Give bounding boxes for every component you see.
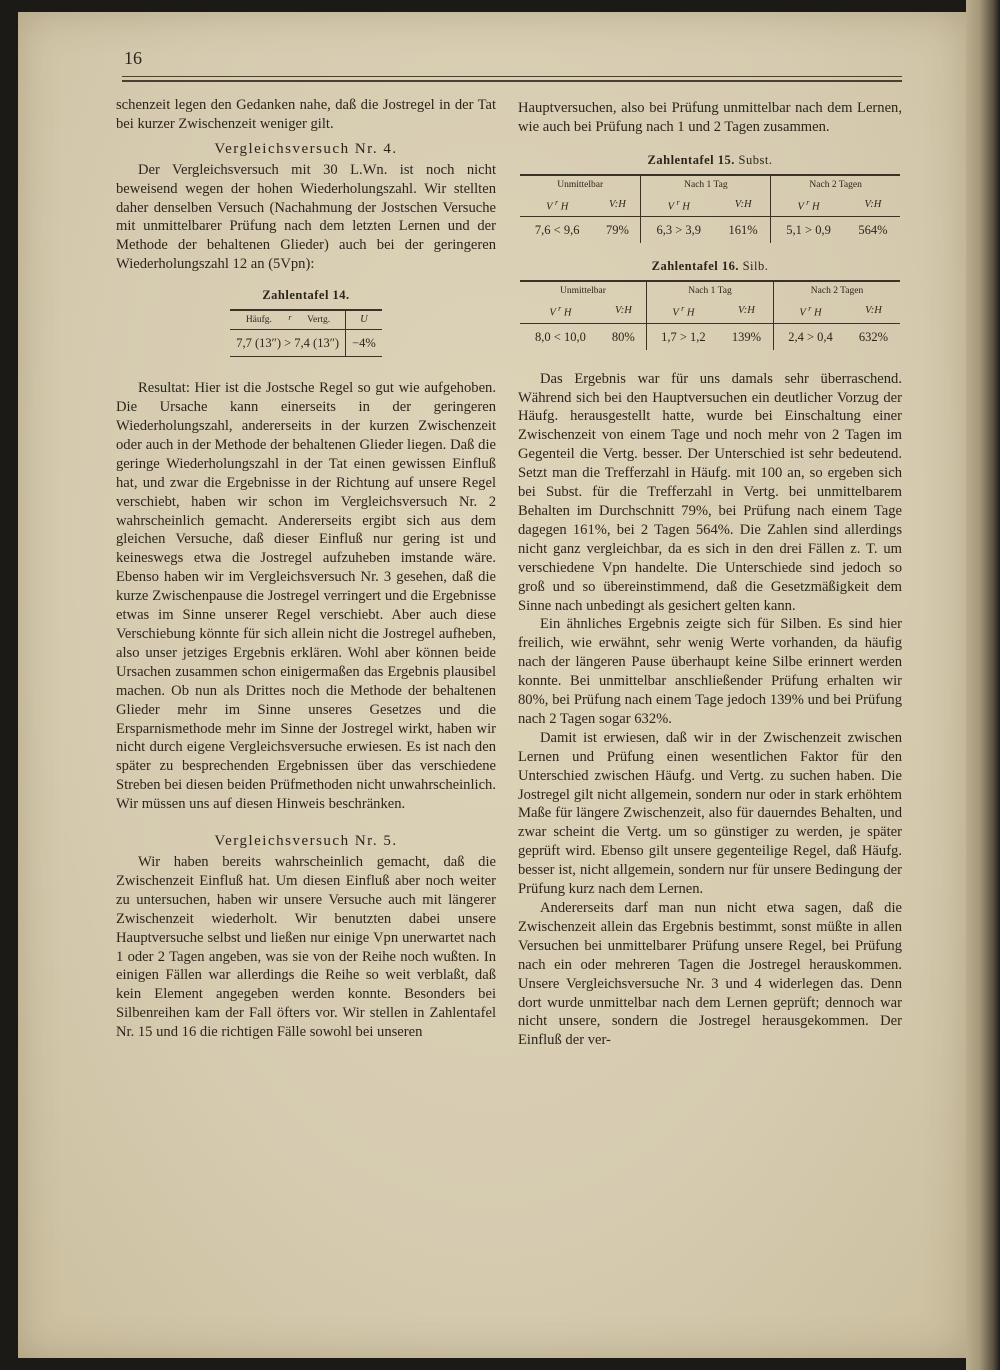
t15-h-2: H	[812, 201, 820, 213]
t16-v-1: V	[672, 307, 679, 319]
t15-v: V	[546, 201, 553, 213]
t14-header-u: U	[346, 310, 382, 330]
t15-sub-vh-2	[771, 194, 846, 217]
t15-sub-ratio-1: V:H	[716, 194, 771, 217]
t16-r-1: r	[681, 304, 685, 314]
t15-cell: 7,6 < 9,6	[520, 217, 594, 244]
t14-col1-label: Häufg.	[245, 315, 272, 326]
paragraph-v5: Wir haben bereits wahrscheinlich gemacht, daß die Zwischenzeit Einfluß hat. Um diesen Einfluß aber noch weiter zu untersuchen, haben wir unsere Versuche auch mit längerer Zwischenzeit wiederholt. Wir benutzten dabei unsere Hauptversuche selbst und ließen nur einige Vpn unerwartet nach 1 oder 2 Tagen angeben, was sie von der Reihe noch wußten. In einigen Fällen war allerdings die Reihe so weit verblaßt, daß kein Element angegeben werden konnte. Besonders bei Silbenreihen kam der Fall öfters vor. Wir stellen in Zahlentafel Nr. 15 und 16 die richtigen Fälle sowohl bei unseren	[116, 853, 496, 1041]
left-column	[116, 96, 496, 1042]
t16-r-2: r	[808, 304, 812, 314]
t15-group-unmittelbar: Unmittelbar	[520, 175, 641, 194]
paragraph-damit: Damit ist erwiesen, daß wir in der Zwischenzeit zwischen Lernen und Prüfung einen wesentlichen Faktor für den Unterschied zwischen Häufg. und Vertg. zu suchen haben. Die Jostregel gilt nicht allgemein, sondern nur oder in stark erhöhtem Maße für längere Zwischenzeit, also für dauerndes Behalten, und zwar scheint die Vertg. um so günstiger zu werden, je später geprüft wird. Ebenso gilt unsere gegenteilige Regel, daß Häufg. besser ist, nicht allgemein, sondern nur für unsere Bedingung der Prüfung kurz nach dem Lernen.	[518, 729, 902, 898]
t16-sub-ratio: V:H	[601, 300, 647, 323]
book-spine	[966, 0, 1000, 1370]
t16-v: V	[549, 307, 556, 319]
t16-sub-ratio-1: V:H	[720, 300, 774, 323]
t15-title: Zahlentafel 15.	[647, 152, 735, 167]
table-14-title: Zahlentafel 14.	[262, 288, 350, 303]
zahlentafel-14	[230, 309, 382, 357]
t15-cell: 79%	[594, 217, 641, 244]
header-rule	[122, 76, 902, 77]
t15-sub-vh-1	[641, 194, 716, 217]
zahlentafel-15	[520, 174, 900, 244]
t15-sub-vh	[520, 194, 594, 217]
t15-h-1: H	[682, 201, 690, 213]
zahlentafel-16	[520, 280, 900, 350]
heading-vergleichsversuch-4: Vergleichsversuch Nr. 4.	[214, 140, 398, 157]
t16-cell: 80%	[601, 323, 647, 350]
page-number: 16	[124, 48, 142, 68]
t15-cell: 6,3 > 3,9	[641, 217, 716, 244]
t16-cell: 8,0 < 10,0	[520, 323, 601, 350]
t15-sub-ratio: V:H	[594, 194, 641, 217]
t14-col2-label: Vertg.	[307, 315, 331, 326]
t15-r-1: r	[676, 197, 680, 207]
t16-group-unmittelbar: Unmittelbar	[520, 281, 646, 300]
paragraph-intro: schenzeit legen den Gedanken nahe, daß die Jostregel in der Tat bei kurzer Zwischenzeit weniger gilt.	[116, 97, 496, 132]
paragraph-v4: Der Vergleichsversuch mit 30 L.Wn. ist noch nicht beweisend wegen der hohen Wiederholungszahl. Wir stellten daher denselben Versuch (Nachahmung der Jostschen Versuche mit unmittelbarer Prüfung nach dem letzten Lernen und der Methode der behaltenen Glieder) auch bei der geringeren Wiederholungszahl 12 an (5Vpn):	[116, 161, 496, 273]
t16-title: Zahlentafel 16.	[651, 259, 739, 274]
t16-sub-ratio-2: V:H	[865, 305, 882, 317]
t16-cell: 139%	[720, 323, 774, 350]
t16-cell: 632%	[847, 323, 900, 350]
t15-v-2: V	[797, 201, 804, 213]
header-rule-thick	[122, 80, 902, 82]
paragraph-ergebnis: Das Ergebnis war für uns damals sehr überraschend. Während sich bei den Hauptversuchen ein deutlicher Vorzug der Häufg. herausgestellt hatte, wurde bei Einschaltung einer Zwischenzeit von einem Tage und noch mehr von 2 Tagen im Gegenteil die Vertg. besser. Der Unterschied ist sehr bedeutend. Setzt man die Trefferzahl in Häufg. mit 100 an, so ergeben sich bei Subst. für die Trefferzahl in Vertg. bei unmittelbarem Behalten im Durchschnitt 79%, bei Prüfung nach einem Tage dagegen 161%, bei 2 Tagen 564%. Die Zahlen sind allerdings nicht ganz vergleichbar, da es sich in den drei Fällen z. T. um verschiedene Vpn handelte. Die Unterschiede sind jedoch so groß und so übereinstimmend, daß die Gesetzmäßigkeit dem Sinne nach unbedingt als gesichert gelten kann.	[518, 370, 902, 614]
t15-v-1: V	[667, 201, 674, 213]
t16-h: H	[563, 307, 572, 319]
t15-subtitle: Subst.	[738, 152, 773, 167]
paragraph-silben: Ein ähnliches Ergebnis zeigte sich für Silben. Es sind hier freilich, wie erwähnt, sehr wenig Werte vorhanden, da häufig nach der längeren Pause überhaupt keine Silbe erinnert werden konnte. Bei unmittelbar anschließender Prüfung erhalten wir 80%, bei Prüfung nach einem Tage jedoch 139% und bei Prüfung nach 2 Tagen sogar 632%.	[518, 616, 902, 727]
t16-v-2: V	[799, 307, 806, 319]
paragraph-top: Hauptversuchen, also bei Prüfung unmittelbar nach dem Lernen, wie auch bei Prüfung nach 1 und 2 Tagen zusammen.	[518, 100, 902, 135]
table-16-title	[518, 257, 902, 276]
heading-vergleichsversuch-5: Vergleichsversuch Nr. 5.	[214, 833, 398, 850]
t16-group-1tag: Nach 1 Tag	[646, 281, 773, 300]
table-15-title	[518, 151, 902, 170]
t15-cell: 564%	[846, 217, 900, 244]
t14-r-label: r	[288, 313, 292, 323]
t16-h-2: H	[814, 307, 822, 319]
t14-header-haeufg	[230, 310, 287, 330]
t16-sub-vh-1	[646, 300, 719, 323]
t16-group-2tage: Nach 2 Tagen	[774, 281, 900, 300]
t15-h: H	[560, 201, 569, 213]
paragraph-andererseits: Andererseits darf man nun nicht etwa sagen, daß die Zwischenzeit allein das Ergebnis bestimmt, sonst müßte in allen Versuchen bei unmittelbarer Prüfung unsere Regel, bei Prüfung nach ein oder mehreren Tagen die Jostregel herauskommen. Unsere Vergleichsversuche Nr. 3 und 4 widerlegen das. Denn dort wurde unmittelbar nach dem Lernen geprüft; dennoch war nicht unsere, sondern die Jostregel herausgekommen. Der Einfluß der ver-	[518, 900, 902, 1049]
t15-sub-ratio-2: V:H	[864, 198, 882, 210]
t16-cell: 1,7 > 1,2	[646, 323, 719, 350]
t15-r: r	[554, 197, 559, 207]
t16-subtitle: Silb.	[742, 259, 769, 274]
t15-cell: 161%	[716, 217, 771, 244]
t15-group-1tag: Nach 1 Tag	[641, 175, 771, 194]
t15-cell: 5,1 > 0,9	[771, 217, 846, 244]
t14-row-u: −4%	[346, 330, 382, 357]
t15-r-2: r	[806, 197, 810, 207]
t15-group-2tage: Nach 2 Tagen	[771, 175, 900, 194]
t14-row-values: 7,7 (13″) > 7,4 (13″)	[230, 330, 345, 357]
t16-cell: 2,4 > 0,4	[774, 323, 847, 350]
t16-r: r	[558, 304, 562, 314]
t16-sub-vh-2	[774, 300, 847, 323]
t16-h-1: H	[686, 307, 695, 319]
paragraph-resultat: Resultat: Hier ist die Jostsche Regel so gut wie aufgehoben. Die Ursache kann einerseits in der geringeren Wiederholungszahl, andererseits in der kurzen Zwischenzeit oder auch in der Methode der behaltenen Glieder liegen. Daß die geringe Wiederholungszahl in der Tat einen gewissen Einfluß hat, und zwar die Ergebnisse in der Richtung auf unsere Regel verschiebt, haben wir schon im Vergleichsversuch Nr. 2 wahrscheinlich gemacht. Andererseits ergibt sich aus dem gleichen Versuche, daß dieser Einfluß nur gering ist und keineswegs etwa die Jostregel aufzuheben imstande wäre. Ebenso haben wir im Vergleichsversuch Nr. 3 gesehen, daß die kurze Zwischenpause die Jostregel verringert und die Ergebnisse etwas im Sinne unserer Regel verschiebt. Aber auch diese Verschiebung könnte für sich allein nicht die Jostregel aufheben, also unser jetziges Ergebnis erklären. Wohl aber können beide Ursachen zusammen schon einigermaßen das Ergebnis plausibel machen. Ob nun als Drittes noch die Methode der behaltenen Glieder mehr im Sinne unseres Gesetzes und die Ersparnismethode mehr im Sinne der Jostregel wirkt, haben wir nicht durch eigene Vergleichsversuche erwiesen. Es ist nach den später zu besprechenden Ergebnissen über das verschiedene Streben bei diesen beiden Prüfmethoden nicht unwahrscheinlich. Wir müssen uns auf diesen Hinweis beschränken.	[116, 380, 496, 813]
right-column	[518, 99, 902, 1050]
t14-header-vertg	[292, 310, 345, 330]
t16-sub-vh	[520, 300, 601, 323]
